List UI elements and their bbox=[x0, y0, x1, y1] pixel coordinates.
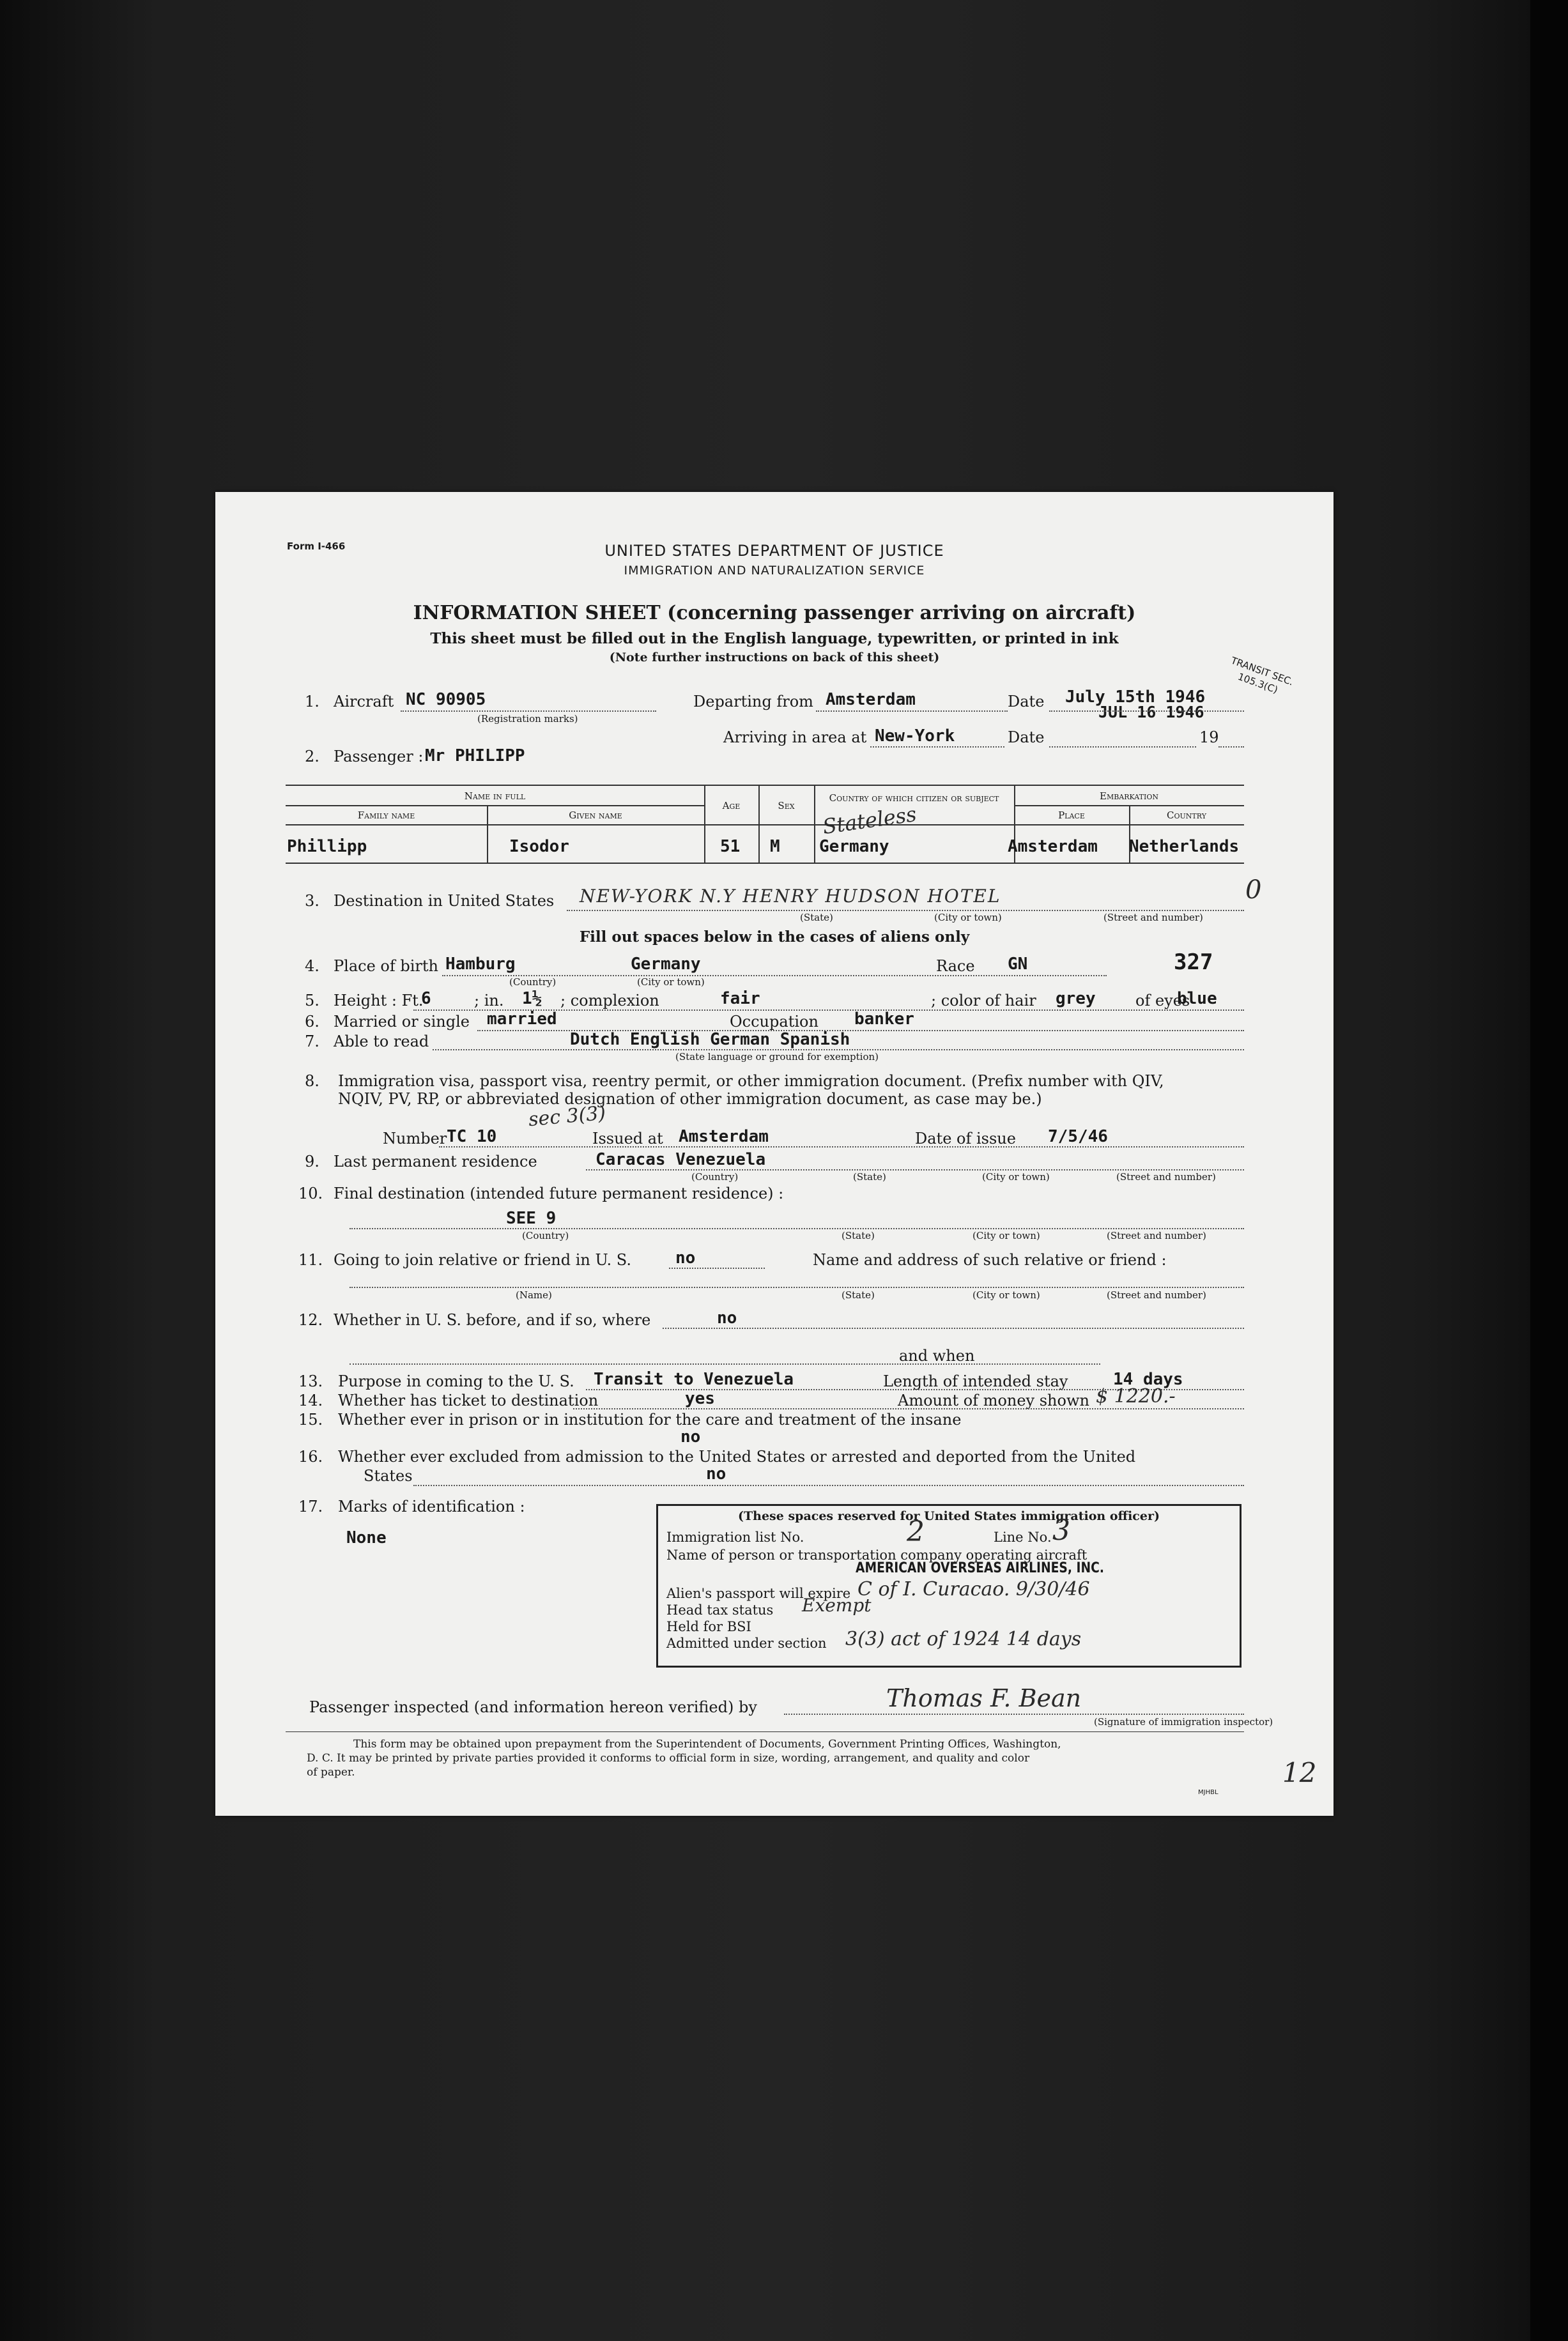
inspector-signature: Thomas F. Bean bbox=[886, 1684, 1082, 1712]
prison-label: Whether ever in prison or in institution for the care and treatment of the insane bbox=[338, 1411, 962, 1429]
q2-number: 2. bbox=[305, 748, 319, 765]
company-value: AMERICAN OVERSEAS AIRLINES, INC. bbox=[856, 1560, 1104, 1576]
cell-sex: M bbox=[770, 837, 780, 856]
complexion-label: ; complexion bbox=[560, 992, 659, 1009]
table-divider-2 bbox=[704, 785, 705, 863]
cell-family-name: Phillipp bbox=[287, 837, 367, 856]
arriving-value: New-York bbox=[875, 726, 955, 746]
th-name-in-full: Name in full bbox=[464, 790, 526, 802]
relative-line bbox=[350, 1287, 1244, 1288]
residence-sub-country: (Country) bbox=[691, 1171, 739, 1183]
race-value: GN bbox=[1008, 955, 1028, 974]
read-value: Dutch English German Spanish bbox=[570, 1030, 850, 1049]
q16-number: 16. bbox=[298, 1448, 323, 1466]
passport-value: C of I. Curacao. 9/30/46 bbox=[857, 1578, 1090, 1600]
join-relative-value: no bbox=[675, 1248, 696, 1268]
relative-sub-name: (Name) bbox=[516, 1289, 552, 1301]
when-label: and when bbox=[899, 1347, 975, 1365]
footer-line-2: D. C. It may be printed by private parties provided it conforms to official form in size, wording, arrangement, and quality and color bbox=[307, 1752, 1030, 1765]
aircraft-label: Aircraft bbox=[334, 693, 394, 710]
birth-city: Hamburg bbox=[445, 955, 516, 974]
passport-label: Alien's passport will expire bbox=[666, 1586, 851, 1601]
aircraft-line bbox=[401, 710, 656, 712]
departing-line bbox=[816, 710, 1008, 712]
height-inches: 1½ bbox=[522, 989, 542, 1008]
excluded-value: no bbox=[706, 1464, 726, 1484]
officer-heading: (These spaces reserved for United States immigration officer) bbox=[738, 1509, 1160, 1523]
excluded-line bbox=[413, 1485, 1244, 1486]
department-heading: UNITED STATES DEPARTMENT OF JUSTICE bbox=[604, 542, 944, 560]
form-number: Form I-466 bbox=[287, 541, 346, 552]
excluded-label: Whether ever excluded from admission to the United States or arrested and deported from the United bbox=[338, 1448, 1136, 1466]
race-label: Race bbox=[936, 957, 975, 975]
final-destination-line bbox=[350, 1228, 1244, 1229]
relative-sub-city: (City or town) bbox=[972, 1289, 1040, 1301]
married-value: married bbox=[487, 1009, 557, 1029]
cell-citizen: Germany bbox=[819, 837, 889, 856]
table-top-rule bbox=[286, 785, 1244, 786]
join-relative-line bbox=[669, 1268, 765, 1269]
destination-value: NEW-YORK N.Y HENRY HUDSON HOTEL bbox=[580, 886, 1001, 907]
document-number: TC 10 bbox=[447, 1127, 497, 1146]
document-hand-note: sec 3(3) bbox=[527, 1101, 607, 1132]
list-label: Immigration list No. bbox=[666, 1530, 804, 1545]
ticket-line bbox=[573, 1408, 1244, 1409]
page-mark: 12 bbox=[1282, 1757, 1317, 1788]
ticket-value: yes bbox=[685, 1389, 715, 1408]
residence-label: Last permanent residence bbox=[334, 1153, 537, 1170]
arriving-year-line bbox=[1218, 746, 1244, 748]
table-name-rule bbox=[286, 805, 704, 806]
final-sub-city: (City or town) bbox=[972, 1230, 1040, 1241]
date-value: July 15th 1946 bbox=[1065, 687, 1206, 707]
purpose-label: Purpose in coming to the U. S. bbox=[338, 1372, 574, 1390]
cell-embark-place: Amsterdam bbox=[1008, 837, 1098, 856]
q3-number: 3. bbox=[305, 892, 319, 910]
q17-number: 17. bbox=[298, 1498, 323, 1516]
cell-given-name: Isodor bbox=[509, 837, 569, 856]
passenger-value: Mr PHILIPP bbox=[425, 746, 525, 765]
admitted-label: Admitted under section bbox=[666, 1636, 827, 1651]
q4-number: 4. bbox=[305, 957, 319, 975]
money-label: Amount of money shown bbox=[898, 1392, 1089, 1409]
th-sex: Sex bbox=[778, 800, 795, 811]
destination-sub-state: (State) bbox=[800, 912, 833, 923]
table-bottom-rule bbox=[286, 863, 1244, 864]
q15-number: 15. bbox=[298, 1411, 323, 1429]
cell-hand-note: Stateless bbox=[821, 801, 918, 840]
departing-label: Departing from bbox=[693, 693, 813, 710]
before-value: no bbox=[717, 1309, 737, 1328]
signature-line bbox=[784, 1714, 1244, 1715]
occupation-value: banker bbox=[854, 1009, 914, 1029]
th-embarkation: Embarkation bbox=[1100, 790, 1158, 802]
stay-label: Length of intended stay bbox=[883, 1372, 1068, 1390]
q5-number: 5. bbox=[305, 992, 319, 1009]
arriving-date-line bbox=[1049, 746, 1196, 748]
page-title: INFORMATION SHEET (concerning passenger arriving on aircraft) bbox=[413, 602, 1136, 624]
q8-text-2: NQIV, PV, RP, or abbreviated designation of other immigration document, as case may be.) bbox=[338, 1090, 1042, 1108]
aliens-heading: Fill out spaces below in the cases of aliens only bbox=[579, 928, 970, 946]
footer-line-3: of paper. bbox=[307, 1766, 355, 1779]
eyes-label: of eyes bbox=[1135, 992, 1190, 1009]
excluded-label-2: States bbox=[364, 1467, 413, 1485]
read-sub: (State language or ground for exemption) bbox=[675, 1051, 879, 1063]
q7-number: 7. bbox=[305, 1032, 319, 1050]
th-age: Age bbox=[722, 800, 741, 811]
list-value: 2 bbox=[907, 1516, 925, 1548]
signature-sub: (Signature of immigration inspector) bbox=[1094, 1716, 1273, 1728]
complexion-value: fair bbox=[720, 989, 760, 1008]
th-family-name: Family name bbox=[357, 810, 415, 821]
height-in-label: ; in. bbox=[474, 992, 504, 1009]
race-code: 327 bbox=[1174, 949, 1213, 975]
aircraft-value: NC 90905 bbox=[406, 690, 486, 709]
final-sub-street: (Street and number) bbox=[1107, 1230, 1206, 1241]
residence-sub-city: (City or town) bbox=[982, 1171, 1050, 1183]
hair-label: ; color of hair bbox=[931, 992, 1036, 1009]
marks-value: None bbox=[346, 1528, 387, 1547]
cell-age: 51 bbox=[720, 837, 741, 856]
inspected-label: Passenger inspected (and information hereon verified) by bbox=[309, 1698, 757, 1716]
q13-number: 13. bbox=[298, 1372, 323, 1390]
q9-number: 9. bbox=[305, 1153, 319, 1170]
tax-label: Head tax status bbox=[666, 1602, 774, 1618]
relative-name-label: Name and address of such relative or friend : bbox=[813, 1251, 1167, 1269]
page-subnote: (Note further instructions on back of this sheet) bbox=[609, 650, 940, 664]
th-given-name: Given name bbox=[569, 810, 622, 821]
aircraft-sub: (Registration marks) bbox=[477, 713, 578, 725]
information-sheet bbox=[215, 492, 1334, 1816]
destination-sub-street: (Street and number) bbox=[1103, 912, 1203, 923]
birth-label: Place of birth bbox=[334, 957, 438, 975]
ticket-label: Whether has ticket to destination bbox=[338, 1392, 599, 1409]
footer-rule bbox=[286, 1731, 1244, 1732]
birth-sub-country: (Country) bbox=[509, 976, 557, 988]
final-destination-label: Final destination (intended future permanent residence) : bbox=[334, 1185, 784, 1202]
arriving-line bbox=[870, 746, 1004, 748]
read-line bbox=[433, 1049, 1244, 1050]
destination-sub-city: (City or town) bbox=[934, 912, 1002, 923]
arriving-label: Arriving in area at bbox=[723, 728, 867, 746]
q1-number: 1. bbox=[305, 693, 319, 710]
money-value: $ 1220.- bbox=[1096, 1385, 1176, 1408]
birth-country: Germany bbox=[631, 955, 701, 974]
residence-sub-state: (State) bbox=[853, 1171, 886, 1183]
q8-number: 8. bbox=[305, 1072, 319, 1090]
th-place: Place bbox=[1058, 810, 1085, 821]
tax-value: Exempt bbox=[802, 1595, 872, 1616]
final-sub-state: (State) bbox=[842, 1230, 875, 1241]
hair-value: grey bbox=[1056, 989, 1096, 1008]
film-edge bbox=[1530, 0, 1568, 2341]
cell-embark-country: Netherlands bbox=[1129, 837, 1240, 856]
eyes-value: blue bbox=[1177, 989, 1217, 1008]
footer-line-1: This form may be obtained upon prepayment from the Superintendent of Documents, Government Printing Offices, Washington, bbox=[353, 1738, 1061, 1751]
th-country-citizen: Country of which citizen or subject bbox=[829, 792, 999, 804]
residence-value: Caracas Venezuela bbox=[596, 1150, 766, 1169]
q8-text-1: Immigration visa, passport visa, reentry permit, or other immigration document. (Prefix number with QIV, bbox=[338, 1072, 1164, 1090]
q6-number: 6. bbox=[305, 1013, 319, 1031]
before-label: Whether in U. S. before, and if so, where bbox=[334, 1311, 651, 1329]
table-divider-3 bbox=[758, 785, 760, 863]
before-when-line bbox=[350, 1363, 1100, 1365]
issue-date-label: Date of issue bbox=[915, 1130, 1016, 1147]
service-heading: IMMIGRATION AND NATURALIZATION SERVICE bbox=[624, 564, 925, 578]
height-ft: 6 bbox=[421, 989, 431, 1008]
departing-value: Amsterdam bbox=[826, 690, 916, 709]
print-code: MJHBL bbox=[1198, 1789, 1218, 1796]
destination-label: Destination in United States bbox=[334, 892, 555, 910]
line-label: Line No. bbox=[994, 1530, 1052, 1545]
relative-sub-state: (State) bbox=[842, 1289, 875, 1301]
birth-sub-city: (City or town) bbox=[637, 976, 705, 988]
issued-label: Issued at bbox=[592, 1130, 663, 1147]
issued-value: Amsterdam bbox=[679, 1127, 769, 1146]
relative-sub-street: (Street and number) bbox=[1107, 1289, 1206, 1301]
arriving-date-label: Date bbox=[1008, 728, 1045, 746]
before-line bbox=[663, 1328, 1244, 1329]
q14-number: 14. bbox=[298, 1392, 323, 1409]
occupation-label: Occupation bbox=[730, 1013, 819, 1031]
date-line bbox=[1049, 710, 1244, 712]
stay-value: 14 days bbox=[1113, 1370, 1183, 1389]
read-label: Able to read bbox=[334, 1032, 429, 1050]
height-label: Height : Ft. bbox=[334, 992, 424, 1009]
destination-circle-mark: 0 bbox=[1245, 875, 1262, 905]
bsi-label: Held for BSI bbox=[666, 1619, 751, 1634]
table-header-rule bbox=[286, 824, 1244, 825]
q10-number: 10. bbox=[298, 1185, 323, 1202]
residence-line bbox=[586, 1169, 1244, 1170]
document-line bbox=[439, 1146, 1244, 1147]
passenger-label: Passenger : bbox=[334, 748, 424, 765]
date-label: Date bbox=[1008, 693, 1045, 710]
arriving-year: 19 bbox=[1199, 728, 1219, 746]
final-sub-country: (Country) bbox=[522, 1230, 569, 1241]
line-value: 3 bbox=[1052, 1514, 1070, 1547]
page-subtitle: This sheet must be filled out in the English language, typewritten, or printed in ink bbox=[430, 630, 1119, 647]
transit-stamp: TRANSIT SEC. 105.3(C) bbox=[1229, 654, 1295, 696]
marks-label: Marks of identification : bbox=[338, 1498, 525, 1516]
document-number-label: Number bbox=[383, 1130, 447, 1147]
final-destination-value: SEE 9 bbox=[506, 1209, 557, 1228]
date-stamp: JUL 16 1946 bbox=[1098, 703, 1204, 721]
company-label: Name of person or transportation company operating aircraft bbox=[666, 1547, 1088, 1563]
q12-number: 12. bbox=[298, 1311, 323, 1329]
q11-number: 11. bbox=[298, 1251, 323, 1269]
married-label: Married or single bbox=[334, 1013, 470, 1031]
prison-value: no bbox=[680, 1427, 701, 1447]
th-country: Country bbox=[1167, 810, 1206, 821]
admitted-value: 3(3) act of 1924 14 days bbox=[845, 1628, 1082, 1650]
destination-line bbox=[567, 910, 1244, 911]
residence-sub-street: (Street and number) bbox=[1116, 1171, 1216, 1183]
issue-date: 7/5/46 bbox=[1048, 1127, 1108, 1146]
purpose-value: Transit to Venezuela bbox=[594, 1370, 794, 1389]
join-relative-label: Going to join relative or friend in U. S. bbox=[334, 1251, 631, 1269]
